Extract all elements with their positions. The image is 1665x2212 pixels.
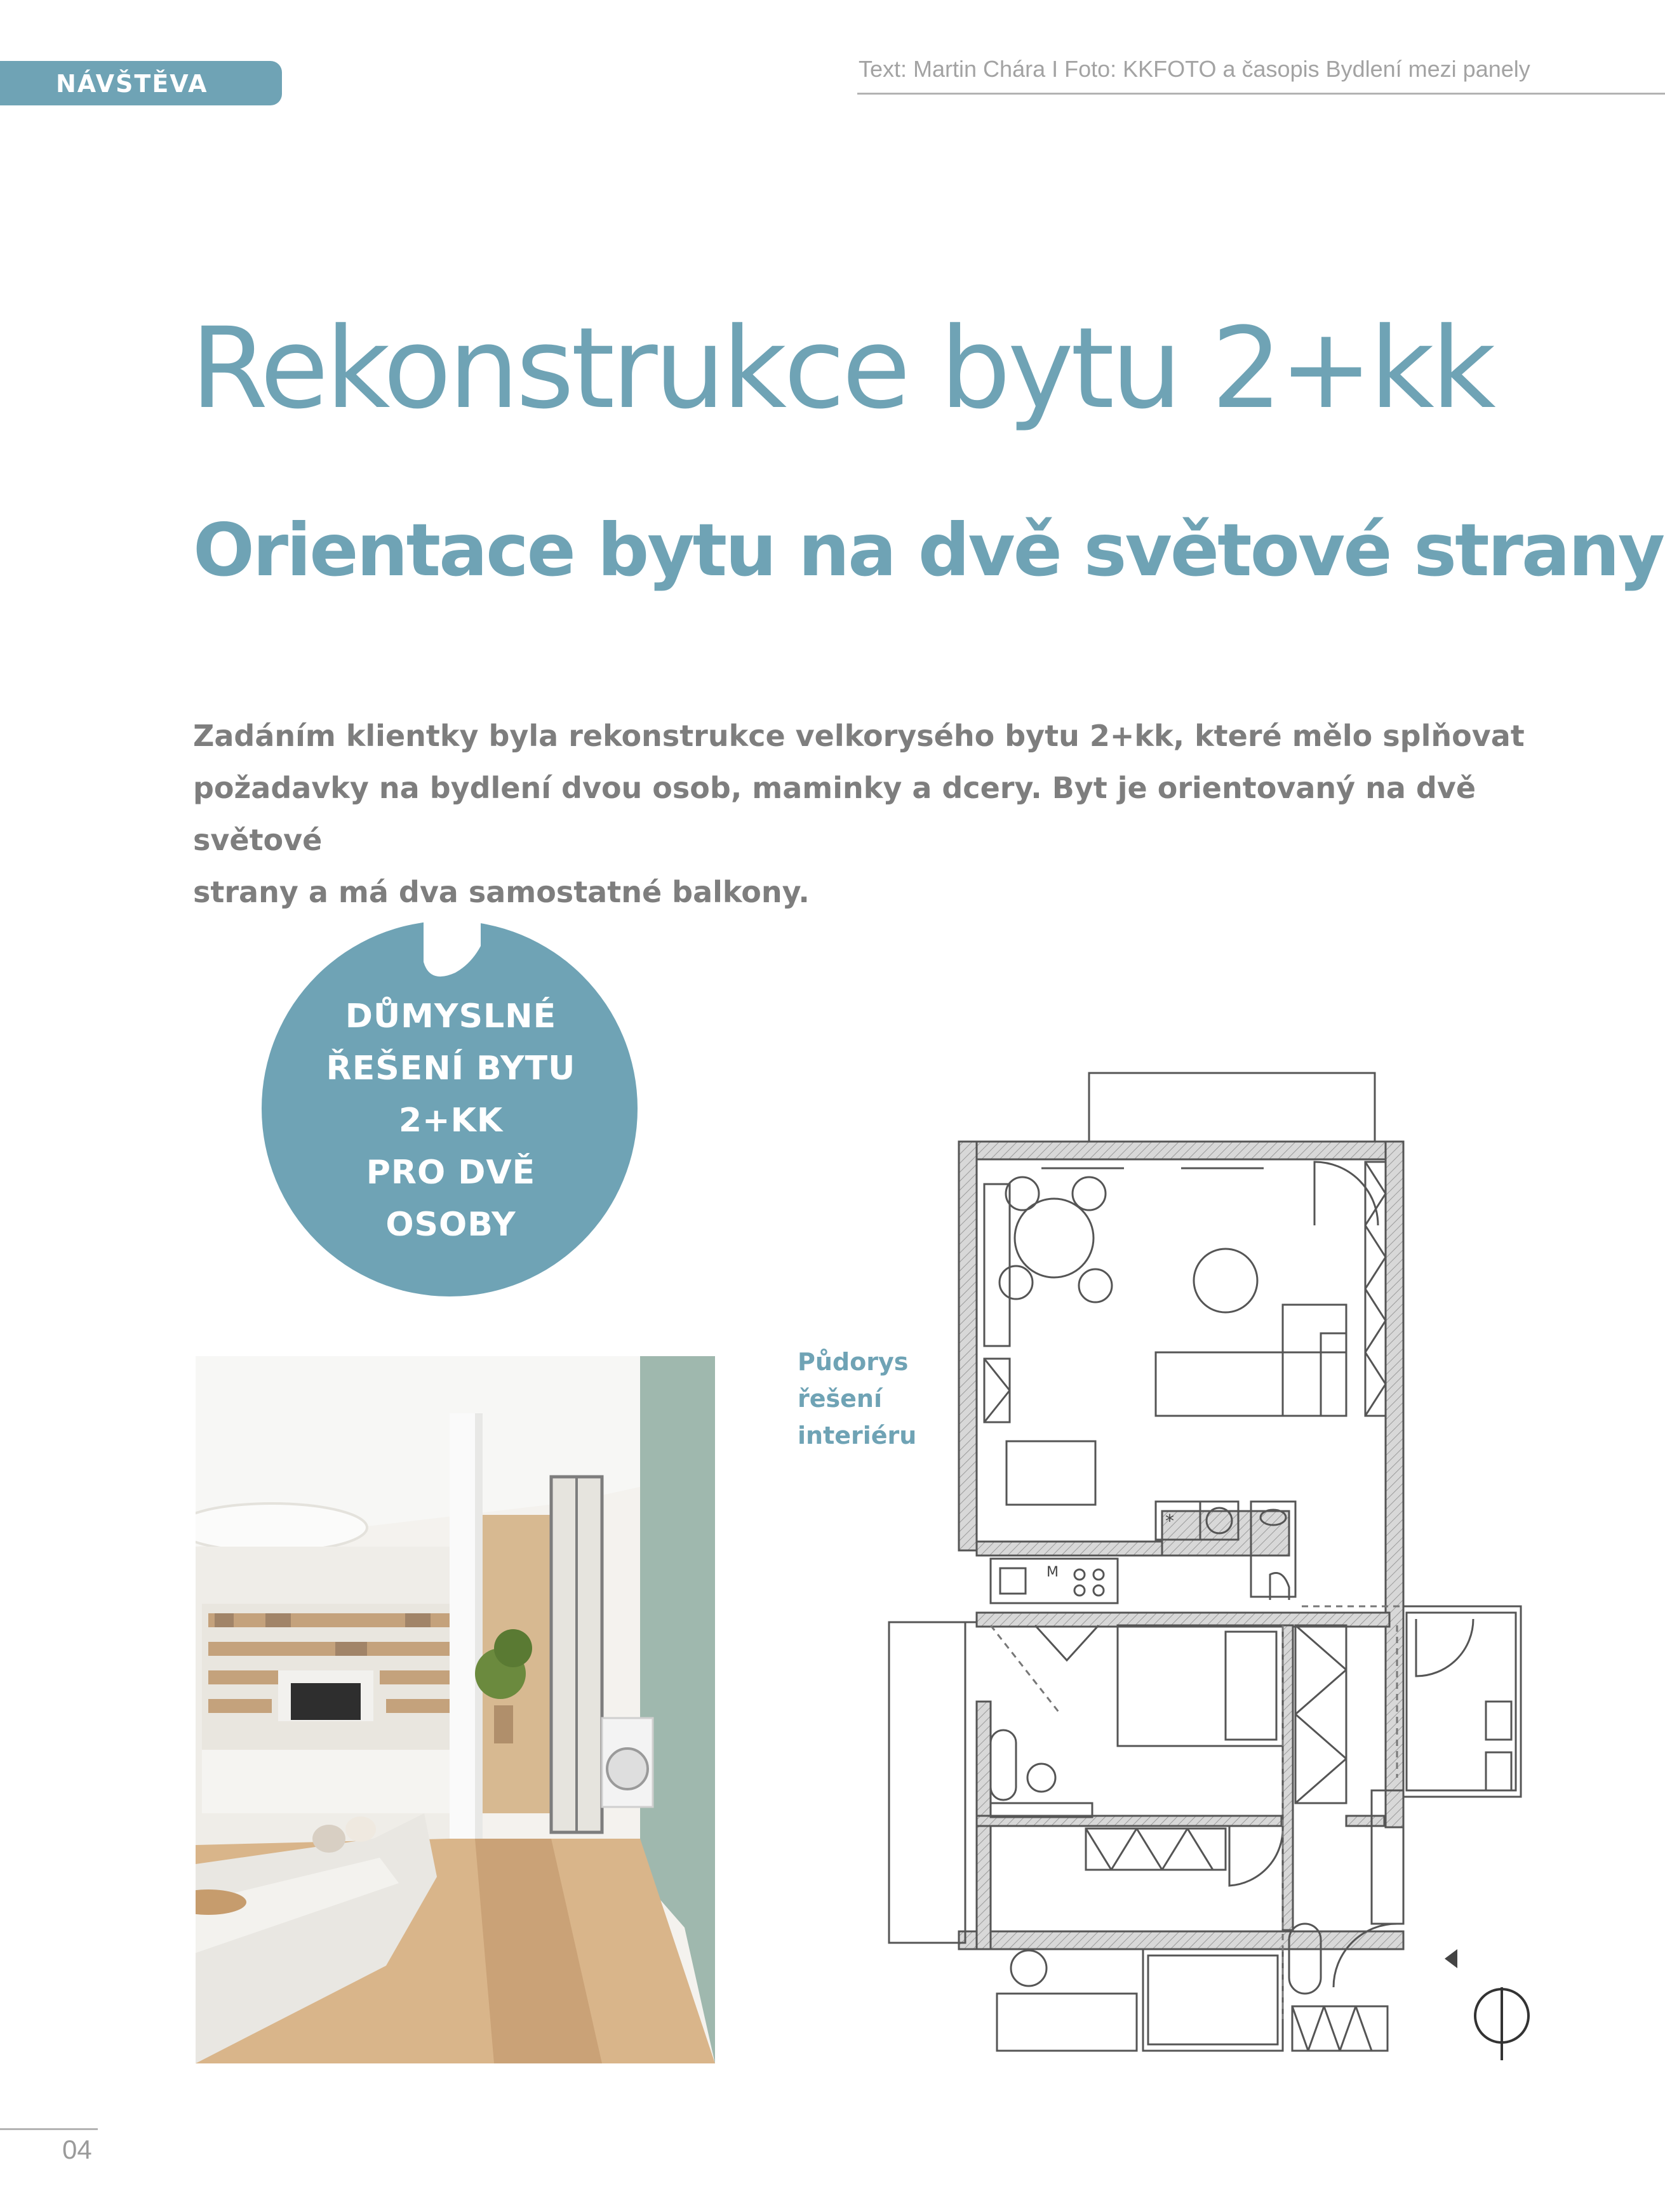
section-label: NÁVŠTĚVA xyxy=(56,70,208,98)
callout-line: ŘEŠENÍ BYTU xyxy=(326,1049,576,1088)
article-title: Rekonstrukce bytu 2+kk xyxy=(191,303,1493,434)
fridge-symbol: M xyxy=(1046,1564,1059,1580)
page-number: 04 xyxy=(62,2135,92,2164)
interior-photo xyxy=(196,1356,715,2063)
callout-line: 2+KK xyxy=(398,1102,504,1140)
caption-line: Půdorys xyxy=(798,1348,909,1376)
callout-line: OSOBY xyxy=(385,1206,516,1244)
freezer-symbol: * xyxy=(1165,1510,1174,1531)
article-subtitle: Orientace bytu na dvě světové strany xyxy=(193,508,1664,592)
lead-line: Zadáním klientky byla rekonstrukce velkorysého bytu 2+kk, které mělo splňovat xyxy=(193,719,1525,753)
header-divider xyxy=(857,93,1665,95)
floor-plan-drawing xyxy=(876,1067,1549,2063)
callout-line: DŮMYSLNÉ xyxy=(345,997,557,1036)
north-arrow-icon xyxy=(1475,1987,1528,2060)
caption-line: interiéru xyxy=(798,1422,917,1449)
section-tab xyxy=(0,61,282,105)
lead-line: strany a má dva samostatné balkony. xyxy=(193,875,810,909)
lead-line: požadavky na bydlení dvou osob, maminky a dcery. Byt je orientovaný na dvě světové xyxy=(193,771,1476,857)
callout-line: PRO DVĚ xyxy=(366,1154,536,1192)
article-lead xyxy=(193,710,1527,918)
photo-credits: Text: Martin Chára I Foto: KKFOTO a časopis Bydlení mezi panely xyxy=(859,56,1530,82)
caption-line: řešení xyxy=(798,1385,882,1413)
callout-text xyxy=(273,990,629,1251)
footer-divider xyxy=(0,2128,98,2130)
